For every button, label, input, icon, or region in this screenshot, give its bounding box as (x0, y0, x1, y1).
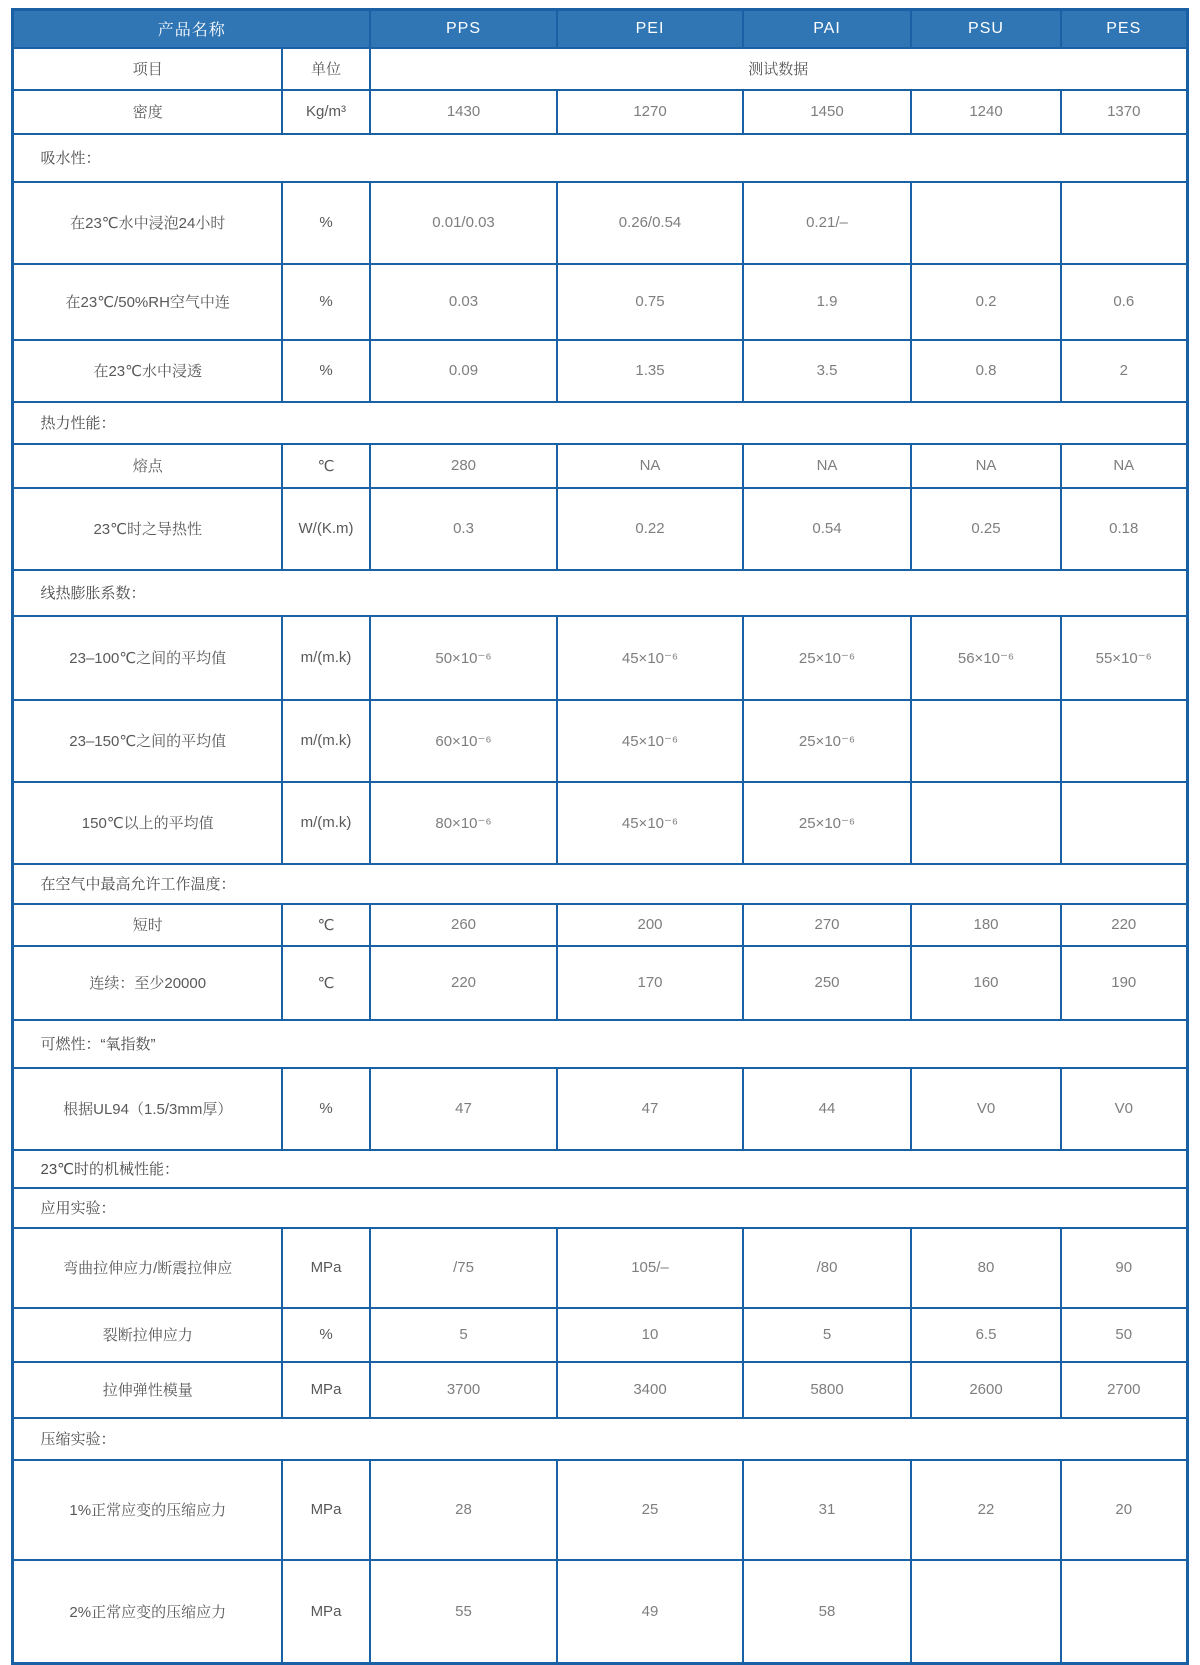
product-name-header: 产品名称 (13, 10, 370, 48)
value-cell (911, 182, 1061, 264)
value-cell: 56×10⁻⁶ (911, 616, 1061, 700)
value-cell: 22 (911, 1460, 1061, 1560)
item-label: 密度 (13, 90, 282, 134)
section-label: 可燃性：“氧指数” (13, 1020, 1187, 1068)
value-cell: 0.18 (1061, 488, 1187, 570)
item-label: 150℃以上的平均值 (13, 782, 282, 864)
value-cell: 0.3 (370, 488, 557, 570)
item-label: 拉伸弹性模量 (13, 1362, 282, 1418)
unit-cell: m/(m.k) (282, 700, 370, 782)
unit-cell: Kg/m³ (282, 90, 370, 134)
table-row (13, 1068, 1187, 1150)
value-cell: 80×10⁻⁶ (370, 782, 557, 864)
unit-cell: ℃ (282, 444, 370, 488)
value-cell: 1240 (911, 90, 1061, 134)
value-cell: 25 (557, 1460, 743, 1560)
section-row (13, 864, 1187, 904)
value-cell: 5 (743, 1308, 911, 1362)
table-row (13, 700, 1187, 782)
value-cell: 50×10⁻⁶ (370, 616, 557, 700)
value-cell: V0 (911, 1068, 1061, 1150)
section-row (13, 570, 1187, 616)
value-cell: 2600 (911, 1362, 1061, 1418)
unit-cell: m/(m.k) (282, 616, 370, 700)
value-cell: 45×10⁻⁶ (557, 782, 743, 864)
unit-cell: % (282, 1068, 370, 1150)
value-cell: 44 (743, 1068, 911, 1150)
product-column-pes: PES (1061, 10, 1187, 48)
products-header-row (13, 10, 1187, 48)
item-label: 根据UL94（1.5/3mm厚） (13, 1068, 282, 1150)
value-cell: 6.5 (911, 1308, 1061, 1362)
table-row (13, 782, 1187, 864)
value-cell: 0.01/0.03 (370, 182, 557, 264)
value-cell (911, 1560, 1061, 1664)
table-row (13, 1560, 1187, 1664)
value-cell (1061, 700, 1187, 782)
item-label: 2%正常应变的压缩应力 (13, 1560, 282, 1664)
value-cell: 280 (370, 444, 557, 488)
section-row (13, 134, 1187, 182)
value-cell (1061, 182, 1187, 264)
unit-cell: % (282, 182, 370, 264)
value-cell: 5 (370, 1308, 557, 1362)
unit-cell: m/(m.k) (282, 782, 370, 864)
value-cell: 170 (557, 946, 743, 1020)
product-column-pps: PPS (370, 10, 557, 48)
table-row (13, 616, 1187, 700)
section-row (13, 1150, 1187, 1188)
value-cell: 55 (370, 1560, 557, 1664)
section-label: 热力性能： (13, 402, 1187, 444)
value-cell: 220 (1061, 904, 1187, 946)
value-cell (1061, 1560, 1187, 1664)
product-column-pei: PEI (557, 10, 743, 48)
value-cell: 25×10⁻⁶ (743, 782, 911, 864)
value-cell: 45×10⁻⁶ (557, 700, 743, 782)
value-cell: 270 (743, 904, 911, 946)
value-cell: 0.8 (911, 340, 1061, 402)
table-row (13, 444, 1187, 488)
value-cell (1061, 782, 1187, 864)
item-label: 23–100℃之间的平均值 (13, 616, 282, 700)
section-label: 压缩实验： (13, 1418, 1187, 1460)
value-cell: 20 (1061, 1460, 1187, 1560)
value-cell: NA (743, 444, 911, 488)
value-cell: 90 (1061, 1228, 1187, 1308)
value-cell (911, 782, 1061, 864)
unit-cell: MPa (282, 1362, 370, 1418)
value-cell: 25×10⁻⁶ (743, 616, 911, 700)
unit-header: 单位 (282, 48, 370, 90)
item-label: 连续：至少20000 (13, 946, 282, 1020)
value-cell: 47 (557, 1068, 743, 1150)
value-cell: 50 (1061, 1308, 1187, 1362)
value-cell: 1370 (1061, 90, 1187, 134)
value-cell: 0.25 (911, 488, 1061, 570)
item-label: 23℃时之导热性 (13, 488, 282, 570)
unit-cell: % (282, 1308, 370, 1362)
value-cell: 1450 (743, 90, 911, 134)
section-row (13, 1188, 1187, 1228)
section-label: 23℃时的机械性能： (13, 1150, 1187, 1188)
unit-cell: % (282, 340, 370, 402)
value-cell: 25×10⁻⁶ (743, 700, 911, 782)
value-cell: 250 (743, 946, 911, 1020)
product-spec-table (11, 8, 1188, 1665)
unit-cell: MPa (282, 1228, 370, 1308)
section-label: 线热膨胀系数： (13, 570, 1187, 616)
value-cell: 0.2 (911, 264, 1061, 340)
value-cell: 1.35 (557, 340, 743, 402)
item-label: 1%正常应变的压缩应力 (13, 1460, 282, 1560)
item-label: 在23℃/50%RH空气中连 (13, 264, 282, 340)
value-cell: /75 (370, 1228, 557, 1308)
item-label: 在23℃水中浸泡24小时 (13, 182, 282, 264)
section-row (13, 402, 1187, 444)
value-cell: V0 (1061, 1068, 1187, 1150)
value-cell: 58 (743, 1560, 911, 1664)
value-cell: 1430 (370, 90, 557, 134)
unit-cell: MPa (282, 1560, 370, 1664)
value-cell: 105/– (557, 1228, 743, 1308)
value-cell: 10 (557, 1308, 743, 1362)
item-label: 23–150℃之间的平均值 (13, 700, 282, 782)
value-cell: 2700 (1061, 1362, 1187, 1418)
table-row (13, 264, 1187, 340)
value-cell: 49 (557, 1560, 743, 1664)
subheader-row (13, 48, 1187, 90)
value-cell: 0.22 (557, 488, 743, 570)
value-cell: 55×10⁻⁶ (1061, 616, 1187, 700)
item-label: 在23℃水中浸透 (13, 340, 282, 402)
value-cell: 1.9 (743, 264, 911, 340)
value-cell: 180 (911, 904, 1061, 946)
value-cell: 0.21/– (743, 182, 911, 264)
section-label: 吸水性： (13, 134, 1187, 182)
table-row (13, 1308, 1187, 1362)
section-label: 应用实验： (13, 1188, 1187, 1228)
value-cell: 3400 (557, 1362, 743, 1418)
value-cell: 3.5 (743, 340, 911, 402)
value-cell: 31 (743, 1460, 911, 1560)
item-label: 熔点 (13, 444, 282, 488)
section-label: 在空气中最高允许工作温度： (13, 864, 1187, 904)
section-row (13, 1418, 1187, 1460)
table-row (13, 1362, 1187, 1418)
product-column-psu: PSU (911, 10, 1061, 48)
value-cell: /80 (743, 1228, 911, 1308)
value-cell: 0.75 (557, 264, 743, 340)
value-cell: 190 (1061, 946, 1187, 1020)
value-cell: 80 (911, 1228, 1061, 1308)
value-cell: 1270 (557, 90, 743, 134)
unit-cell: ℃ (282, 946, 370, 1020)
unit-cell: % (282, 264, 370, 340)
unit-cell: MPa (282, 1460, 370, 1560)
value-cell: 60×10⁻⁶ (370, 700, 557, 782)
unit-cell: ℃ (282, 904, 370, 946)
value-cell: 160 (911, 946, 1061, 1020)
value-cell: 0.26/0.54 (557, 182, 743, 264)
item-label: 裂断拉伸应力 (13, 1308, 282, 1362)
table-row (13, 904, 1187, 946)
value-cell: 2 (1061, 340, 1187, 402)
table-row (13, 340, 1187, 402)
value-cell: 0.6 (1061, 264, 1187, 340)
value-cell: 0.03 (370, 264, 557, 340)
item-header: 项目 (13, 48, 282, 90)
value-cell: NA (1061, 444, 1187, 488)
table-row (13, 182, 1187, 264)
value-cell: 45×10⁻⁶ (557, 616, 743, 700)
product-column-pai: PAI (743, 10, 911, 48)
section-row (13, 1020, 1187, 1068)
value-cell (911, 700, 1061, 782)
value-cell: 28 (370, 1460, 557, 1560)
value-cell: NA (557, 444, 743, 488)
value-cell: 0.54 (743, 488, 911, 570)
table-row (13, 488, 1187, 570)
test-data-header: 测试数据 (370, 48, 1187, 90)
value-cell: 200 (557, 904, 743, 946)
unit-cell: W/(K.m) (282, 488, 370, 570)
value-cell: 220 (370, 946, 557, 1020)
table-row (13, 1460, 1187, 1560)
table-row (13, 1228, 1187, 1308)
value-cell: 3700 (370, 1362, 557, 1418)
table-row (13, 90, 1187, 134)
value-cell: 47 (370, 1068, 557, 1150)
table-row (13, 946, 1187, 1020)
value-cell: 0.09 (370, 340, 557, 402)
value-cell: NA (911, 444, 1061, 488)
value-cell: 260 (370, 904, 557, 946)
value-cell: 5800 (743, 1362, 911, 1418)
item-label: 弯曲拉伸应力/断震拉伸应 (13, 1228, 282, 1308)
item-label: 短时 (13, 904, 282, 946)
